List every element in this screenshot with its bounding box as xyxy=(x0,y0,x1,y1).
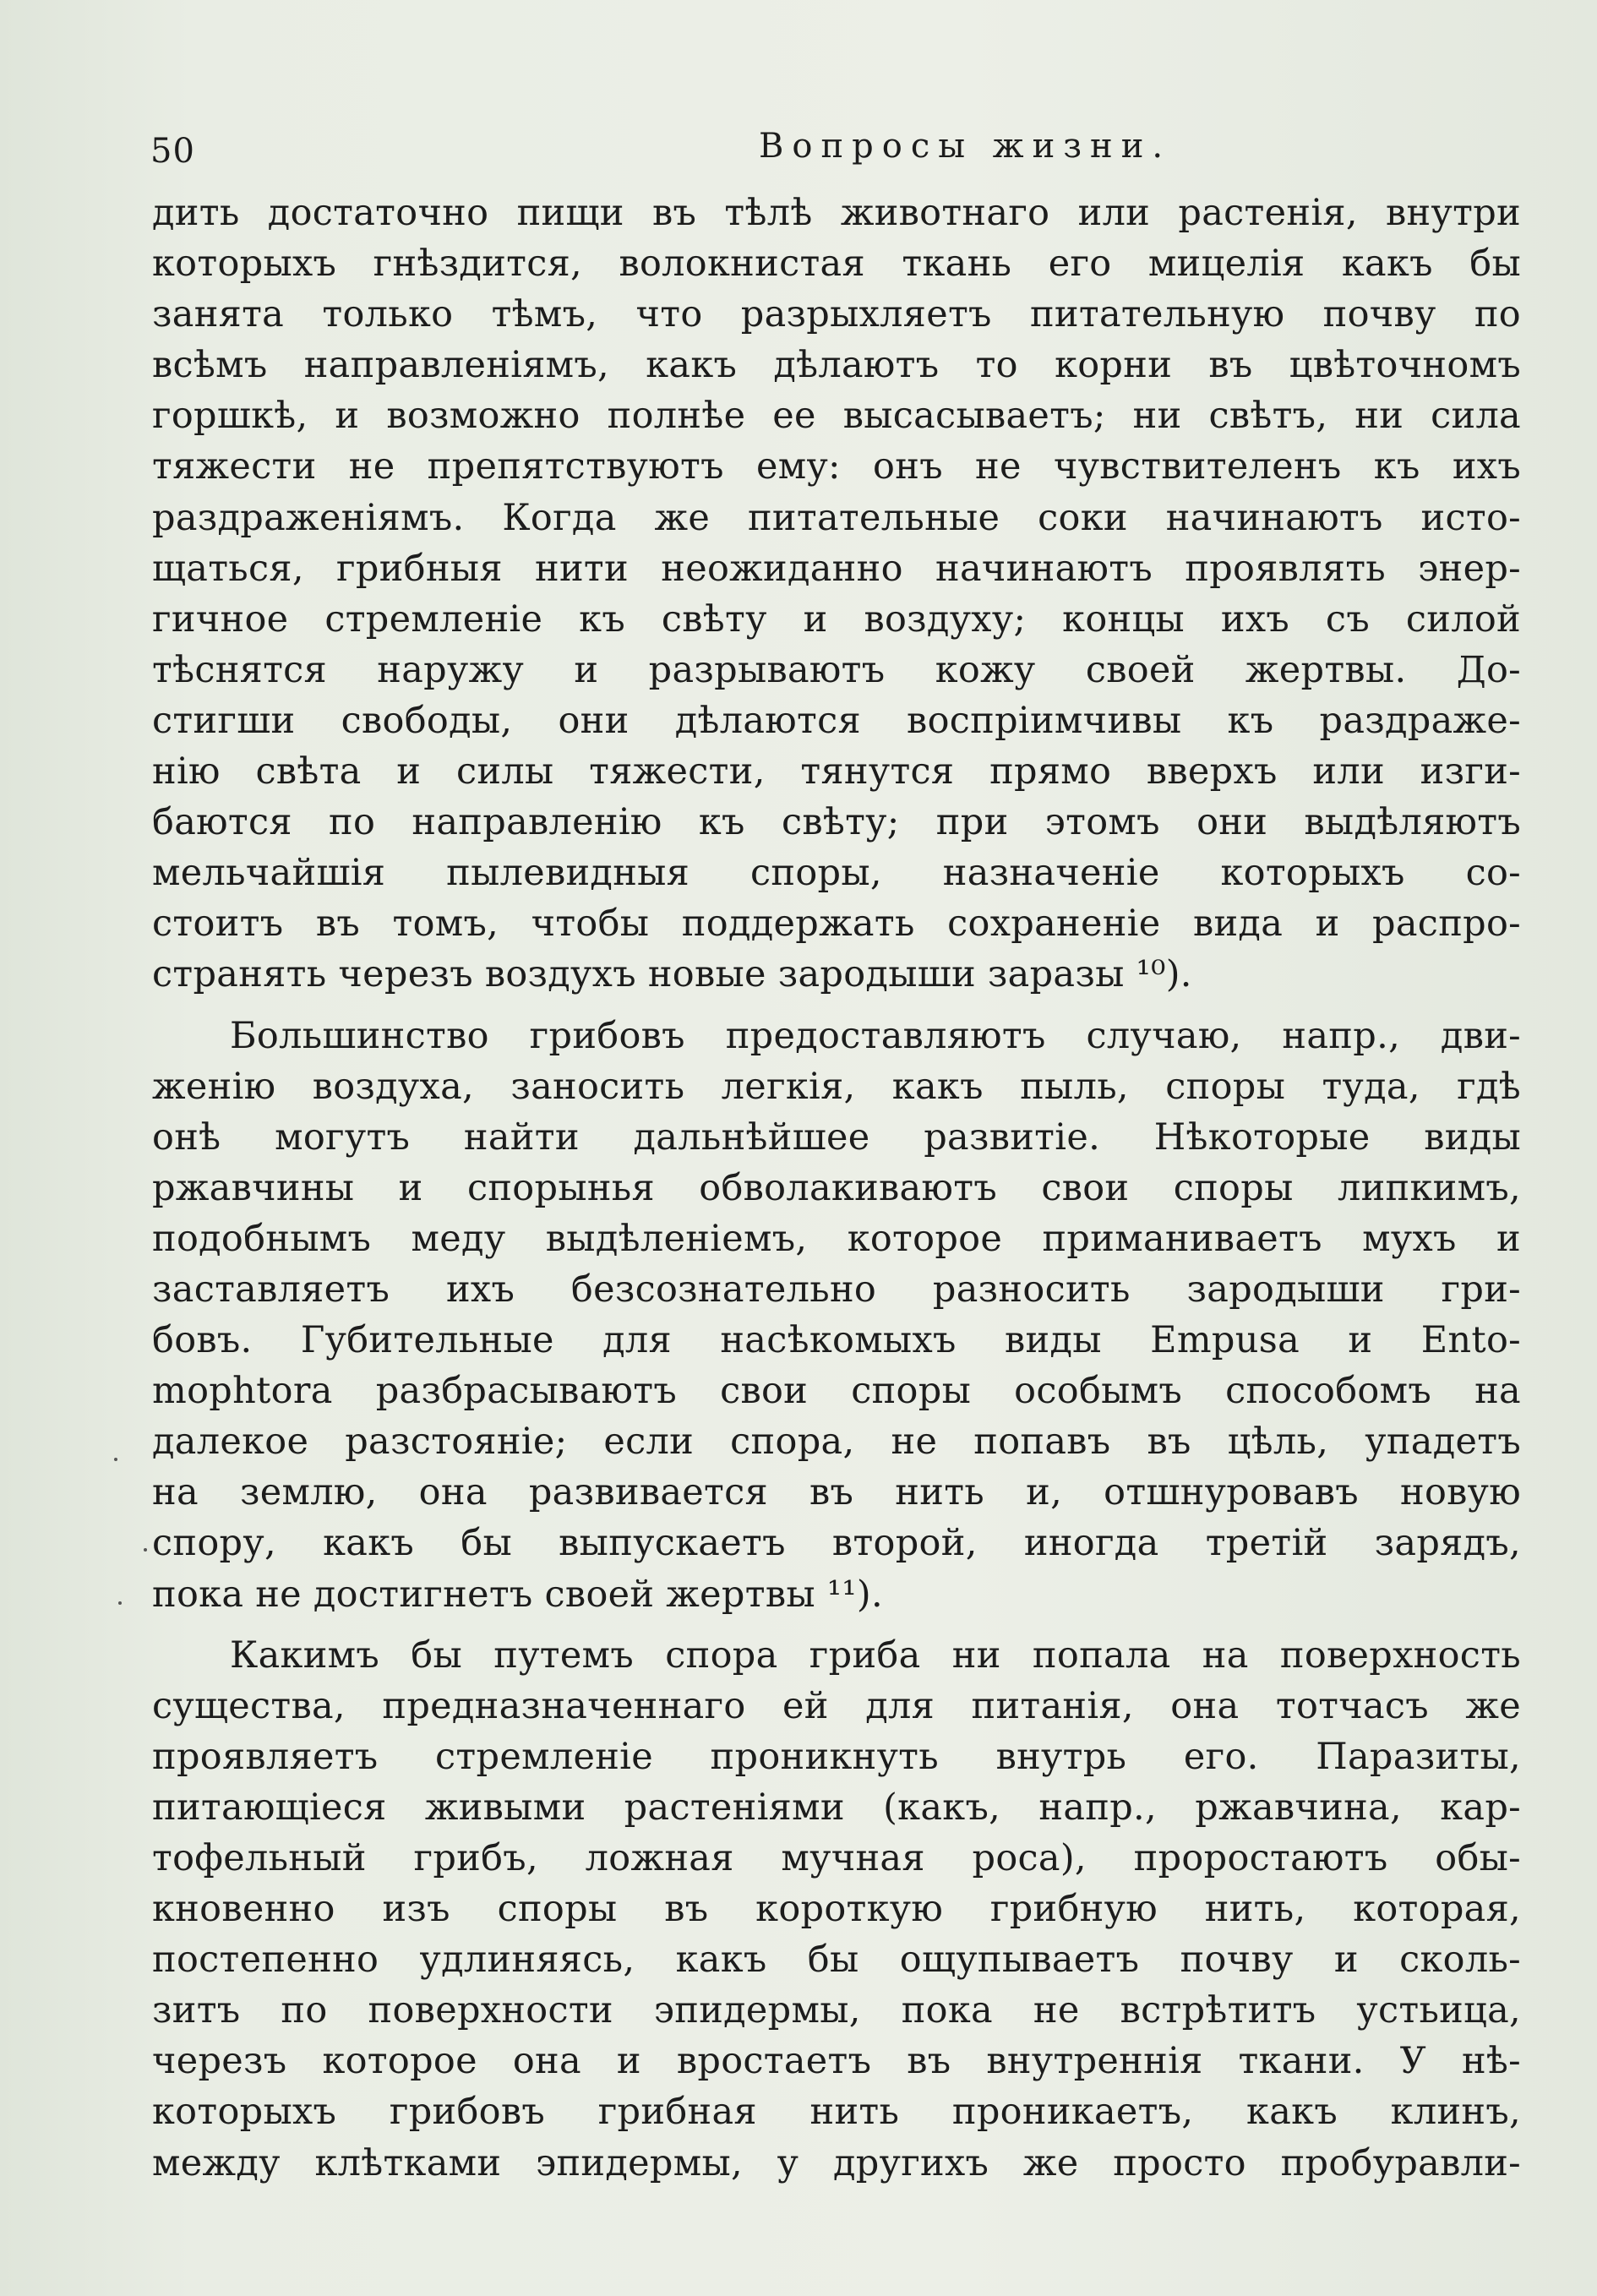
text-line: стигши свободы, они дѣлаются воспріимчивы къ раздраже- xyxy=(152,699,1521,742)
text-line: гичное стремленіе къ свѣту и воздуху; концы ихъ съ силой xyxy=(152,597,1521,641)
page-header xyxy=(150,127,1519,177)
text-line: черезъ которое она и вростаетъ въ внутреннія ткани. У нѣ- xyxy=(152,2040,1521,2083)
text-line: нію свѣта и силы тяжести, тянутся прямо вверхъ или изги- xyxy=(152,750,1521,794)
text-line: mophtora разбрасываютъ свои споры особымъ способомъ на xyxy=(152,1370,1521,1413)
text-line: кновенно изъ споры въ короткую грибную нить, которая, xyxy=(152,1888,1521,1931)
text-line: тѣснятся наружу и разрываютъ кожу своей жертвы. До- xyxy=(152,648,1521,691)
text-line: баются по направленію къ свѣту; при этомъ они выдѣляютъ xyxy=(152,801,1521,844)
text-line: далекое разстояніе; если спора, не попавъ въ цѣль, упадетъ xyxy=(152,1421,1521,1464)
text-line: женію воздуха, заносить легкія, какъ пыль, споры туда, гдѣ xyxy=(152,1065,1521,1108)
text-line: дить достаточно пищи въ тѣлѣ животнаго или растенія, внутри xyxy=(152,192,1521,234)
text-line: Какимъ бы путемъ спора гриба ни попала на поверхность xyxy=(230,1633,1521,1677)
text-line: которыхъ грибовъ грибная нить проникаетъ, какъ клинъ, xyxy=(152,2091,1521,2134)
margin-speck xyxy=(144,1548,147,1552)
text-line: спору, какъ бы выпускаетъ второй, иногда третій зарядъ, xyxy=(152,1522,1521,1565)
text-line: онѣ могутъ найти дальнѣйшее развитіе. Нѣкоторые виды xyxy=(152,1115,1521,1159)
text-line: тофельный грибъ, ложная мучная роса), проростаютъ обы- xyxy=(152,1837,1521,1879)
text-line: существа, предназначеннаго ей для питанія, она тотчасъ же xyxy=(152,1684,1521,1727)
text-line: Большинство грибовъ предоставляютъ случаю, напр., дви- xyxy=(230,1014,1521,1057)
text-line: мельчайшія пылевидныя споры, назначеніе которыхъ со- xyxy=(152,852,1521,895)
text-line: питающіеся живыми растеніями (какъ, напр., ржавчина, кар- xyxy=(152,1786,1521,1829)
text-line: горшкѣ, и возможно полнѣе ее высасываетъ; ни свѣтъ, ни сила xyxy=(152,395,1521,438)
text-line: которыхъ гнѣздится, волокнистая ткань его мицелія какъ бы xyxy=(152,243,1521,286)
text-line: стоитъ въ томъ, чтобы поддержать сохраненіе вида и распро- xyxy=(152,903,1521,946)
text-line: заставляетъ ихъ безсознательно разносить зародыши гри- xyxy=(152,1268,1521,1311)
text-line: раздраженіямъ. Когда же питательные соки начинаютъ исто- xyxy=(152,496,1521,539)
text-line: бовъ. Губительные для насѣкомыхъ виды Empusa и Ento- xyxy=(152,1319,1521,1362)
text-line: пока не достигнетъ своей жертвы ¹¹). xyxy=(152,1573,883,1616)
text-line: между клѣтками эпидермы, у другихъ же просто пробуравли- xyxy=(152,2141,1521,2184)
running-head: Вопросы жизни. xyxy=(759,127,1172,166)
text-line: всѣмъ направленіямъ, какъ дѣлаютъ то корни въ цвѣточномъ xyxy=(152,344,1521,387)
margin-speck xyxy=(118,1601,122,1605)
text-line: проявляетъ стремленіе проникнуть внутрь его. Паразиты, xyxy=(152,1735,1521,1778)
text-line: подобнымъ меду выдѣленіемъ, которое приманиваетъ мухъ и xyxy=(152,1217,1521,1260)
text-line: щаться, грибныя нити неожиданно начинаютъ проявлять энер- xyxy=(152,547,1521,590)
text-line: ржавчины и спорынья обволакиваютъ свои споры липкимъ, xyxy=(152,1166,1521,1209)
text-line: на землю, она развивается въ нить и, отшнуровавъ новую xyxy=(152,1471,1521,1514)
text-line: постепенно удлиняясь, какъ бы ощупываетъ почву и сколь- xyxy=(152,1939,1521,1982)
margin-speck xyxy=(114,1458,117,1461)
text-line: тяжести не препятствуютъ ему: онъ не чувствителенъ къ ихъ xyxy=(152,445,1521,488)
text-line: странять черезъ воздухъ новые зародыши заразы ¹⁰). xyxy=(152,953,1192,996)
body-text xyxy=(152,188,1521,2189)
text-line: занята только тѣмъ, что разрыхляетъ питательную почву по xyxy=(152,293,1521,336)
page-number: 50 xyxy=(150,132,195,171)
text-line: зитъ по поверхности эпидермы, пока не встрѣтитъ устьица, xyxy=(152,1989,1521,2032)
